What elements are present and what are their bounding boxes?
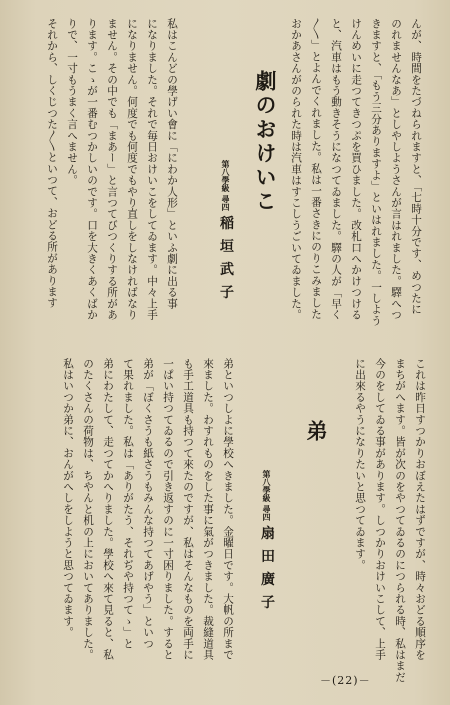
text-line: 弟といつしよに學校へきました。金曜日です。大帆の所まで [222, 358, 234, 661]
text-line: 來ました。わすれものをした事に氣がつきました。裁縫道具 [202, 358, 214, 661]
text-line: 弟が「ぼくさうも紙さうもみんな持つてあげやう」といつ [142, 358, 154, 650]
text-line: りで、一寸もうまく言へません。 [66, 18, 78, 186]
text-line: それから、しくじつた〳〵といつて、おどる所があります [46, 18, 58, 309]
author-affiliation: 第八學級 尋四 [262, 470, 272, 521]
text-line: これは昨日すつかりおぼえたはずですが、時々おどる順序を [414, 358, 426, 661]
text-line: 〳〵」とよんでくれました。私は一番さきにのりこみました [310, 18, 322, 320]
text-line: と、汽車はもう動きそうになつてゐました。驛の人が「早く [330, 18, 342, 321]
text-line: きますと、「もう三分ありますよ」といはれました。一しよう [370, 18, 382, 327]
text-line: て果れました。私は「ありがたう、それぢや持つてゝ」と [122, 358, 134, 650]
text-line: のたくさんの荷物は、ちやんと机の上においてありました。 [82, 358, 94, 661]
continued-text-top-right [286, 18, 426, 340]
text-line: 今のをしてゐる事があります。しつかりおけいこして、上手 [374, 358, 386, 661]
text-line: 私はこんどの學げい會に「にわか人形」といふ劇に出る事 [166, 18, 178, 310]
text-line: まちがへます。皆が次のをやつてゐるのにつられる時、私はまだ [394, 358, 406, 683]
text-line: んが、時間をたづねられますと、「七時十分です、めつたに [410, 18, 422, 316]
author-affiliation: 第八學級 尋四 [221, 160, 231, 211]
text-line: 弟にわたして、走つてかへりました。學校へ來て見ると、私 [102, 358, 114, 661]
text-line: も手工道具も持つて來たのですが、私はそんなものを両手に [182, 358, 194, 661]
text-line: になりません。何度でも何度でもやり直しをしなければなり [126, 18, 138, 321]
article-title: 劇のおけいこ [253, 70, 278, 214]
text-line: 私はいつか弟に、おんがへしをしようと思つてゐます。 [62, 358, 74, 638]
text-line: ません。その中でも「まあー」と言つてびつくりする所があ [106, 18, 118, 321]
text-line: ります。こゝが一番むつかしいのです。口を大きくあくばか [86, 18, 98, 321]
text-line: になりました。それで毎日おけいこをしてゐます。中々上手 [146, 18, 158, 321]
page-number: －(22)－ [320, 674, 371, 687]
text-line: けんめいに走つてきつぷを買ひました。改札口へかけつける [350, 18, 362, 321]
text-line: に出來るやうになりたいと思つてゐます。 [354, 358, 366, 571]
article-title: 弟 [304, 420, 329, 444]
article-body [42, 18, 182, 340]
continued-text-bottom-right [350, 358, 430, 683]
article-byline [216, 160, 236, 308]
text-line: のれませんなあ」としやしようさんが言はれました。驛へつ [390, 18, 402, 321]
author-name: 扇田廣子 [259, 525, 275, 618]
text-line: おかあさんがのられた時は汽車はすこしうごいてゐました。 [290, 18, 302, 321]
article-body [58, 358, 238, 661]
author-name: 稲垣武子 [218, 215, 234, 308]
text-line: 一ぱい持つてゐるので引き返すのに一寸困りました。すると [162, 358, 174, 661]
article-byline [257, 470, 277, 618]
